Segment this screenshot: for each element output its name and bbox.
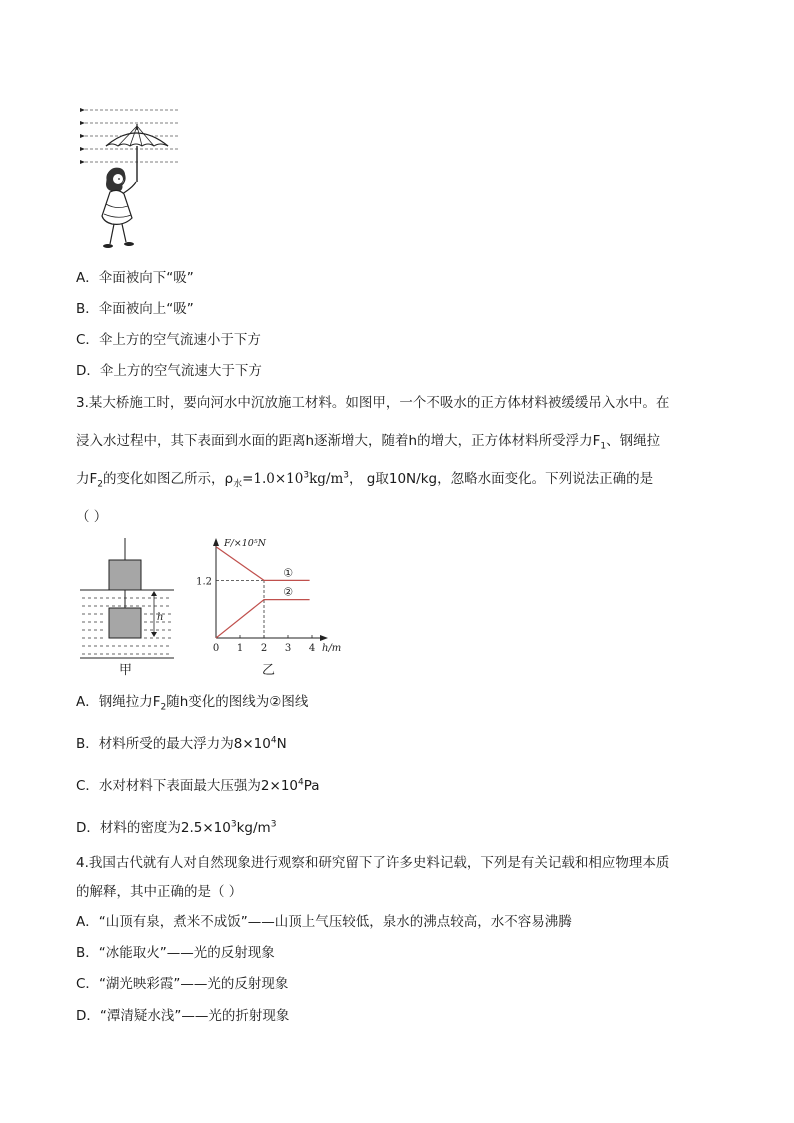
q4-option-b: [76, 943, 275, 963]
q4-stem-line-2: 的解释，其中正确的是（ ）: [76, 884, 243, 900]
h-label: h: [157, 612, 164, 623]
option-letter: C．: [76, 976, 99, 992]
option-text: “湖光映彩霞”——光的反射现象: [98, 976, 289, 992]
q3-stem-line-3: [76, 469, 653, 489]
option-letter: D．: [76, 1008, 100, 1024]
series-line-2: [216, 600, 310, 638]
q3-stem-line-2: [76, 431, 660, 451]
q2-option-b: [76, 299, 194, 319]
q2-option-a: [76, 268, 194, 288]
option-text: “山顶有泉，煮米不成饭”——山顶上气压较低，泉水的沸点较高，水不容易沸腾: [98, 914, 572, 930]
q2-option-d: [76, 361, 262, 381]
option-letter: C．: [76, 778, 99, 794]
cube-in-water-diagram: [78, 538, 178, 678]
q3-sub: 1: [600, 441, 607, 452]
q3-text: ， g取10N/kg，忽略水面变化。下列说法正确的是: [349, 471, 654, 487]
q2-option-c: [76, 330, 261, 350]
q3-answer-blank: （ ）: [76, 509, 108, 525]
figure-jia-caption: 甲: [119, 663, 133, 678]
option-letter: A．: [76, 270, 99, 286]
option-sup: 3: [230, 819, 237, 830]
x-tick-label: 4: [308, 643, 316, 654]
series-line-1: [216, 547, 310, 581]
y-axis-arrow: [213, 538, 219, 546]
q3-option-d: [76, 818, 276, 838]
figure-jia: [78, 538, 178, 678]
series-1-annotation: ①: [283, 566, 294, 580]
option-letter: A．: [76, 694, 99, 710]
force-depth-chart: [194, 532, 354, 664]
q3-sup: 3: [303, 470, 310, 481]
option-letter: D．: [76, 363, 100, 379]
q3-text: 力F: [76, 471, 98, 487]
q3-text: 浸入水过程中，其下表面到水面的距离h逐渐增大，随着h的增大，正方体材料所受浮力F: [76, 433, 601, 449]
x-tick-label: 0: [212, 643, 220, 654]
option-letter: D．: [76, 820, 100, 836]
y-axis-label: F/×10⁵N: [224, 538, 266, 549]
option-sub: 2: [160, 702, 167, 713]
option-text: 水对材料下表面最大压强为2×10: [98, 778, 299, 794]
figure-yi: [194, 532, 354, 682]
option-text: 随h变化的图线为②图线: [166, 694, 309, 710]
option-letter: B．: [76, 301, 99, 317]
option-text: 材料的密度为2.5×10: [99, 820, 231, 836]
umbrella-girl-illustration: [76, 100, 186, 252]
q3-stem-line-1: 3.某大桥施工时，要向河水中沉放施工材料。如图甲，一个不吸水的正方体材料被缓缓吊入水中。在: [76, 395, 670, 411]
q3-sub: 水: [233, 479, 243, 490]
q3-sup: 3: [343, 470, 350, 481]
figure-yi-caption: 乙: [262, 663, 276, 678]
x-tick-label: 2: [260, 643, 268, 654]
option-letter: C．: [76, 332, 99, 348]
x-tick-label: 3: [284, 643, 292, 654]
umbrella-wind-figure: [76, 100, 186, 252]
option-text: 钢绳拉力F: [98, 694, 161, 710]
option-letter: A．: [76, 914, 99, 930]
option-text: N: [276, 736, 287, 752]
option-sup: 4: [270, 735, 277, 746]
q3-text: kg/m: [309, 471, 344, 487]
option-text: kg/m: [236, 820, 271, 836]
q4-stem-line-1: 4.我国古代就有人对自然现象进行观察和研究留下了许多史料记载，下列是有关记载和相应物理本质: [76, 855, 670, 871]
option-text: 伞面被向上“吸”: [98, 301, 194, 317]
q3-text: 的变化如图乙所示，ρ: [103, 471, 234, 487]
option-text: “冰能取火”——光的反射现象: [98, 945, 275, 961]
q4-option-a: [76, 912, 572, 932]
option-text: 伞面被向下“吸”: [98, 270, 194, 286]
x-axis-label: h/m: [322, 643, 342, 654]
series-2-annotation: ②: [283, 585, 294, 599]
q4-option-d: [76, 1006, 289, 1026]
option-text: 材料所受的最大浮力为8×10: [98, 736, 271, 752]
option-sup: 4: [298, 777, 304, 788]
option-text: 伞上方的空气流速小于下方: [98, 332, 261, 348]
option-letter: B．: [76, 736, 99, 752]
q4-option-c: [76, 974, 288, 994]
x-tick-label: 1: [236, 643, 244, 654]
q3-option-a: [76, 692, 308, 712]
q3-option-b: [76, 734, 287, 754]
option-text: “潭清疑水浅”——光的折射现象: [99, 1008, 290, 1024]
q3-text: =1.0×10: [242, 471, 304, 487]
q3-option-c: [76, 776, 320, 796]
option-text: 伞上方的空气流速大于下方: [99, 363, 262, 379]
q3-sub: 2: [97, 479, 103, 490]
option-sup: 3: [270, 819, 277, 830]
y-tick-label: 1.2: [196, 576, 212, 588]
x-axis-arrow: [320, 635, 328, 641]
option-letter: B．: [76, 945, 99, 961]
q3-text: 、钢绳拉: [606, 433, 661, 449]
option-text: Pa: [303, 778, 320, 794]
